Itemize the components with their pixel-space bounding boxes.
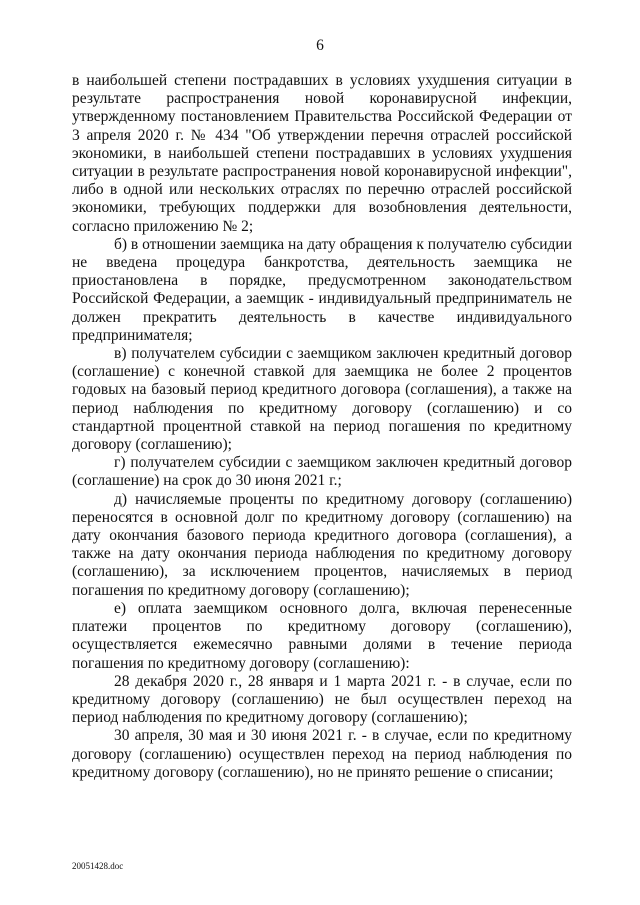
paragraph-item-d: д) начисляемые проценты по кредитному договору (соглашению) переносятся в основной долг по кредитному договору (соглашению) на дату окончания базового периода кредитного договора (соглашения), а также на дату окончания периода наблюдения по кредитному договору (соглашению), за исключением процентов, начисляемых в период погашения по кредитному договору (соглашению);	[72, 490, 572, 599]
paragraph-date-case-2: 30 апреля, 30 мая и 30 июня 2021 г. - в случае, если по кредитному договору (соглашению) осуществлен переход на период наблюдения по кредитному договору (соглашению), но не принято решение о списании;	[72, 727, 572, 781]
paragraph-item-v: в) получателем субсидии с заемщиком заключен кредитный договор (соглашение) с конечной ставкой для заемщика не более 2 процентов годовых на базовый период кредитного договора (соглашения), а также на период наблюдения по кредитному договору (соглашению) и со стандартной процентной ставкой на период погашения по кредитному договору (соглашению);	[72, 345, 572, 454]
paragraph-item-g: г) получателем субсидии с заемщиком заключен кредитный договор (соглашение) на срок до 30 июня 2021 г.;	[72, 454, 572, 490]
page-number: 6	[316, 37, 324, 54]
paragraph-item-b: б) в отношении заемщика на дату обращения к получателю субсидии не введена процедура банкротства, деятельность заемщика не приостановлена в порядке, предусмотренном законодательством Российской Федерации, а заемщик - индивидуальный предприниматель не должен прекратить деятельность в качестве индивидуального предпринимателя;	[72, 235, 572, 344]
paragraph-item-e: е) оплата заемщиком основного долга, включая перенесенные платежи процентов по кредитному договору (соглашению), осуществляется ежемесячно равными долями в течение периода погашения по кредитному договору (соглашению):	[72, 599, 572, 672]
paragraph-date-case-1: 28 декабря 2020 г., 28 января и 1 марта 2021 г. - в случае, если по кредитному договору (соглашению) не был осуществлен переход на период наблюдения по кредитному договору (соглашению);	[72, 672, 572, 727]
paragraph-continuation: в наибольшей степени пострадавших в условиях ухудшения ситуации в результате распространения новой коронавирусной инфекции, утвержденному постановлением Правительства Российской Федерации от 3 апреля 2020 г. № 434 "Об утверждении перечня отраслей российской экономики, в наибольшей степени пострадавших в условиях ухудшения ситуации в результате распространения новой коронавирусной инфекции", либо в одной или нескольких отраслях по перечню отраслей российской экономики, требующих поддержки для возобновления деятельности, согласно приложению № 2;	[72, 72, 572, 235]
file-name-footer: 20051428.doc	[72, 861, 124, 871]
document-body	[72, 72, 572, 782]
